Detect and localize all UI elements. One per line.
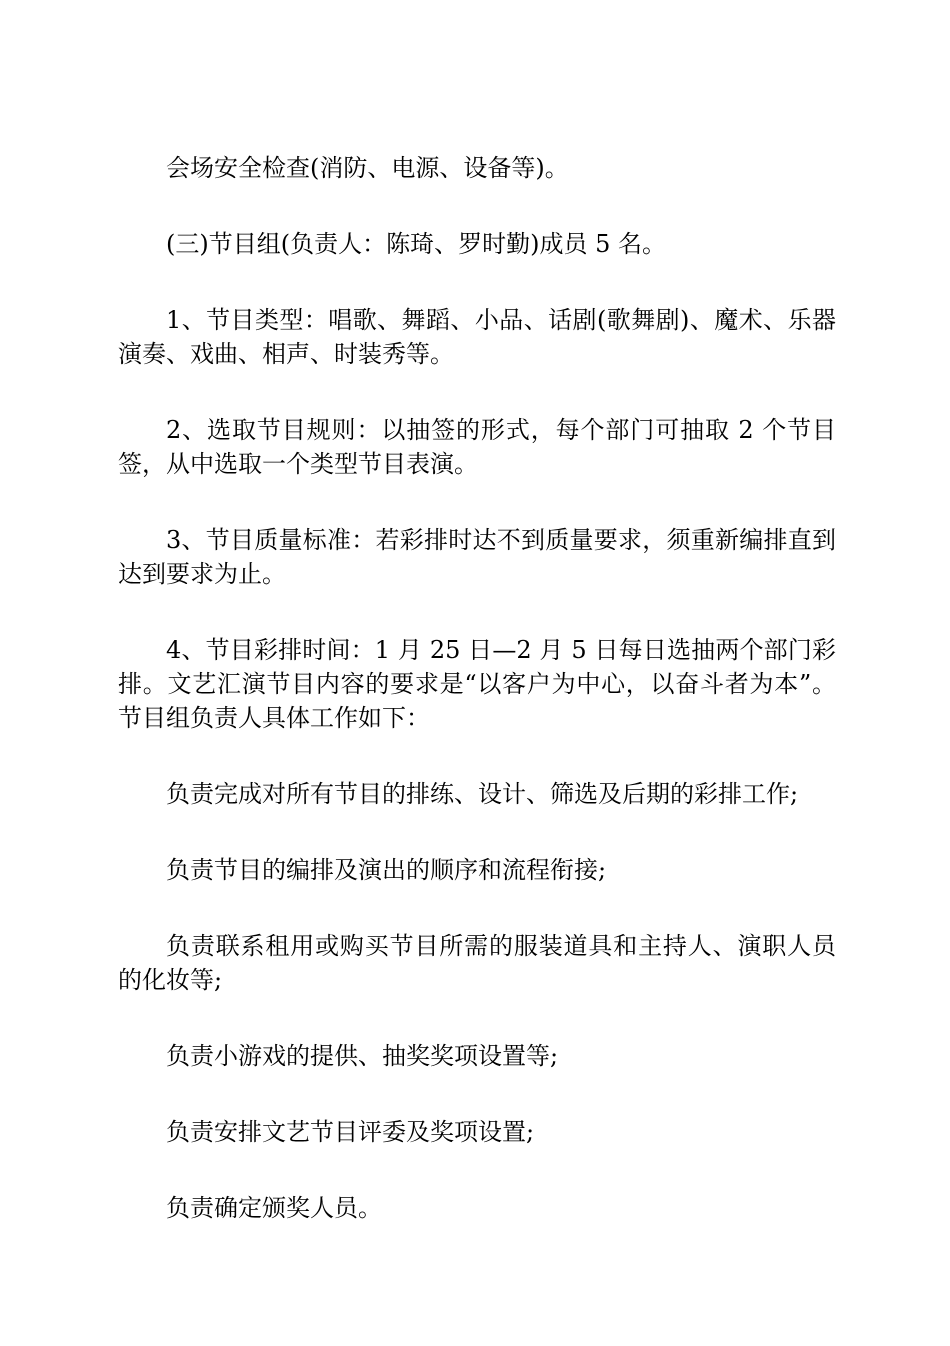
paragraph-program-types: 1、节目类型：唱歌、舞蹈、小品、话剧(歌舞剧)、魔术、乐器演奏、戏曲、相声、时装秀等。 <box>118 306 836 368</box>
paragraph-duty-presenters: 负责确定颁奖人员。 <box>166 1194 382 1222</box>
paragraph-duty-costumes: 负责联系租用或购买节目所需的服装道具和主持人、演职人员的化妆等; <box>118 932 836 994</box>
paragraph-duty-games: 负责小游戏的提供、抽奖奖项设置等; <box>166 1042 559 1070</box>
paragraph-quality-standard: 3、节目质量标准：若彩排时达不到质量要求，须重新编排直到达到要求为止。 <box>118 526 836 588</box>
paragraph-selection-rules: 2、选取节目规则：以抽签的形式，每个部门可抽取 2 个节目签，从中选取一个类型节目表演。 <box>118 416 836 478</box>
paragraph-duty-rehearsal: 负责完成对所有节目的排练、设计、筛选及后期的彩排工作; <box>166 780 799 808</box>
document-body <box>118 151 836 1267</box>
paragraph-program-group: (三)节目组(负责人：陈琦、罗时勤)成员 5 名。 <box>166 230 666 258</box>
paragraph-duty-judges: 负责安排文艺节目评委及奖项设置; <box>166 1118 535 1146</box>
paragraph-rehearsal-time: 4、节目彩排时间：1 月 25 日—2 月 5 日每日选抽两个部门彩排。文艺汇演节目内容的要求是“以客户为中心，以奋斗者为本”。节目组负责人具体工作如下： <box>118 636 836 732</box>
paragraph-safety-check: 会场安全检查(消防、电源、设备等)。 <box>166 154 569 182</box>
paragraph-duty-arrangement: 负责节目的编排及演出的顺序和流程衔接; <box>166 856 607 884</box>
